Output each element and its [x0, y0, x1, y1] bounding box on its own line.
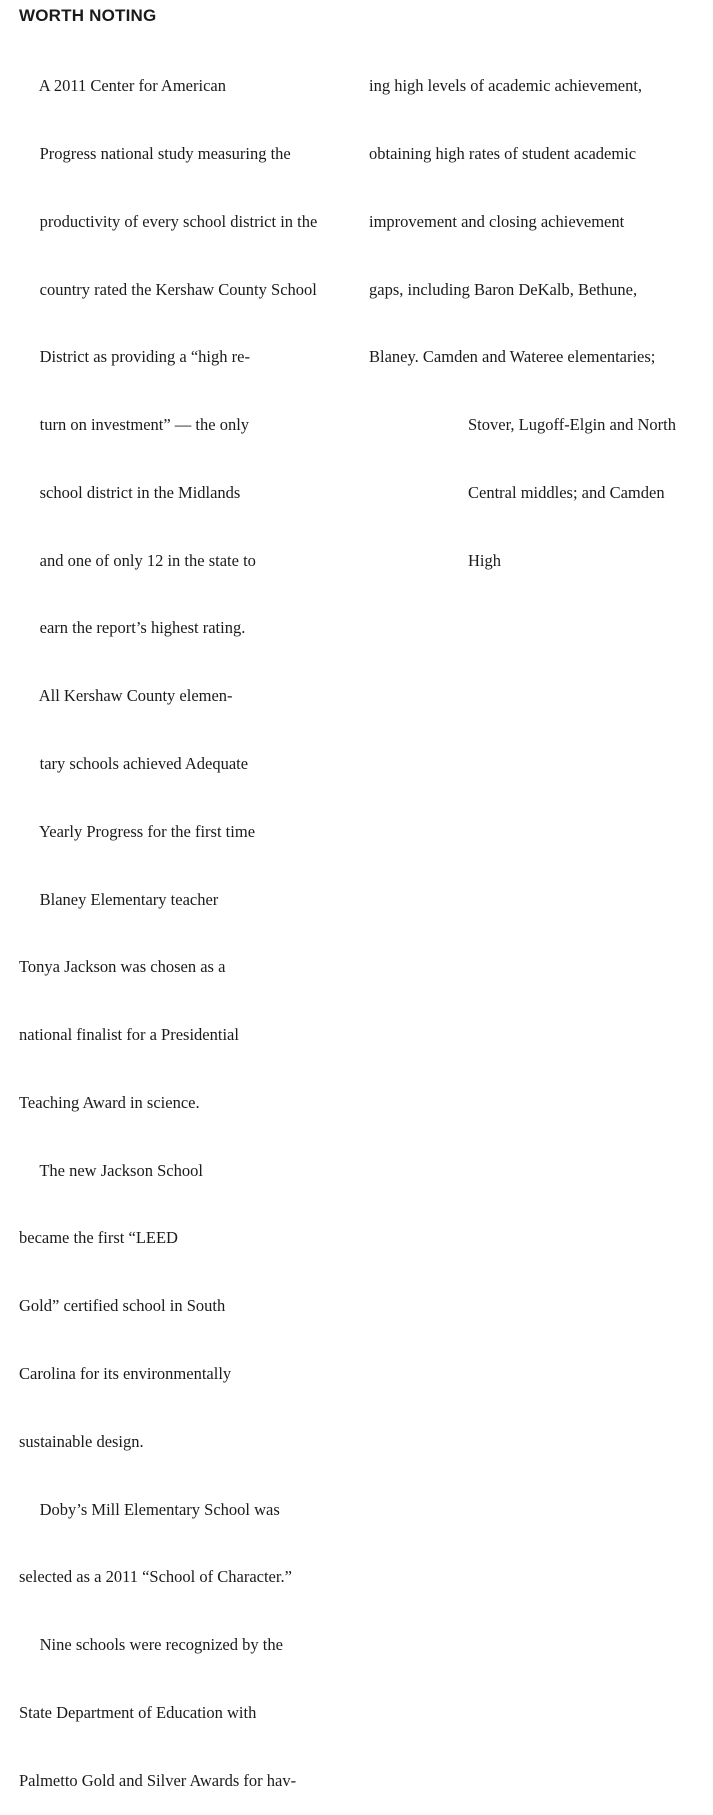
text-line: national finalist for a Presidential — [19, 1025, 239, 1045]
text-line: Stover, Lugoff-Elgin and North — [369, 415, 676, 435]
text-line: Tonya Jackson was chosen as a — [19, 957, 226, 977]
text-line: All Kershaw County elemen- — [19, 686, 233, 706]
text-line: The new Jackson School — [19, 1160, 203, 1180]
text-line: A 2011 Center for American — [19, 76, 226, 96]
text-line: earn the report’s highest rating. — [19, 618, 246, 638]
text-line: productivity of every school district in the — [19, 211, 318, 231]
text-line: Nine schools were recognized by the — [19, 1635, 283, 1655]
text-line: Blaney Elementary teacher — [19, 889, 219, 909]
text-line: Blaney. Camden and Wateree elementaries; — [369, 347, 656, 367]
text-line: Progress national study measuring the — [19, 143, 291, 163]
text-line: country rated the Kershaw County School — [19, 279, 317, 299]
article-column-right — [369, 30, 676, 595]
text-line: Gold” certified school in South — [19, 1296, 226, 1316]
text-line: tary schools achieved Adequate — [19, 754, 249, 773]
text-line: selected as a 2011 “School of Character.” — [19, 1567, 292, 1587]
text-line: school district in the Midlands — [19, 482, 241, 502]
text-line: State Department of Education with — [19, 1702, 257, 1722]
text-line: Carolina for its environmentally — [19, 1364, 232, 1384]
section-heading: WORTH NOTING — [19, 6, 157, 25]
text-line: ing high levels of academic achievement, — [369, 76, 643, 96]
article-column-left — [19, 30, 317, 1815]
text-line: sustainable design. — [19, 1431, 144, 1451]
text-line: Teaching Award in science. — [19, 1092, 200, 1112]
text-line: gaps, including Baron DeKalb, Bethune, — [369, 279, 638, 299]
text-line: Central middles; and Camden — [369, 482, 665, 502]
text-line: District as providing a “high re- — [19, 347, 250, 367]
text-line: obtaining high rates of student academic — [369, 143, 637, 163]
text-line: improvement and closing achievement — [369, 211, 625, 231]
text-line: and one of only 12 in the state to — [19, 550, 256, 570]
text-line: became the first “LEED — [19, 1228, 178, 1248]
text-line: Doby’s Mill Elementary School was — [19, 1499, 280, 1519]
text-line: High — [369, 550, 501, 570]
text-line: Yearly Progress for the first time — [19, 821, 256, 841]
text-line: Palmetto Gold and Silver Awards for hav- — [19, 1770, 297, 1790]
text-line: turn on investment” — the only — [19, 415, 250, 435]
